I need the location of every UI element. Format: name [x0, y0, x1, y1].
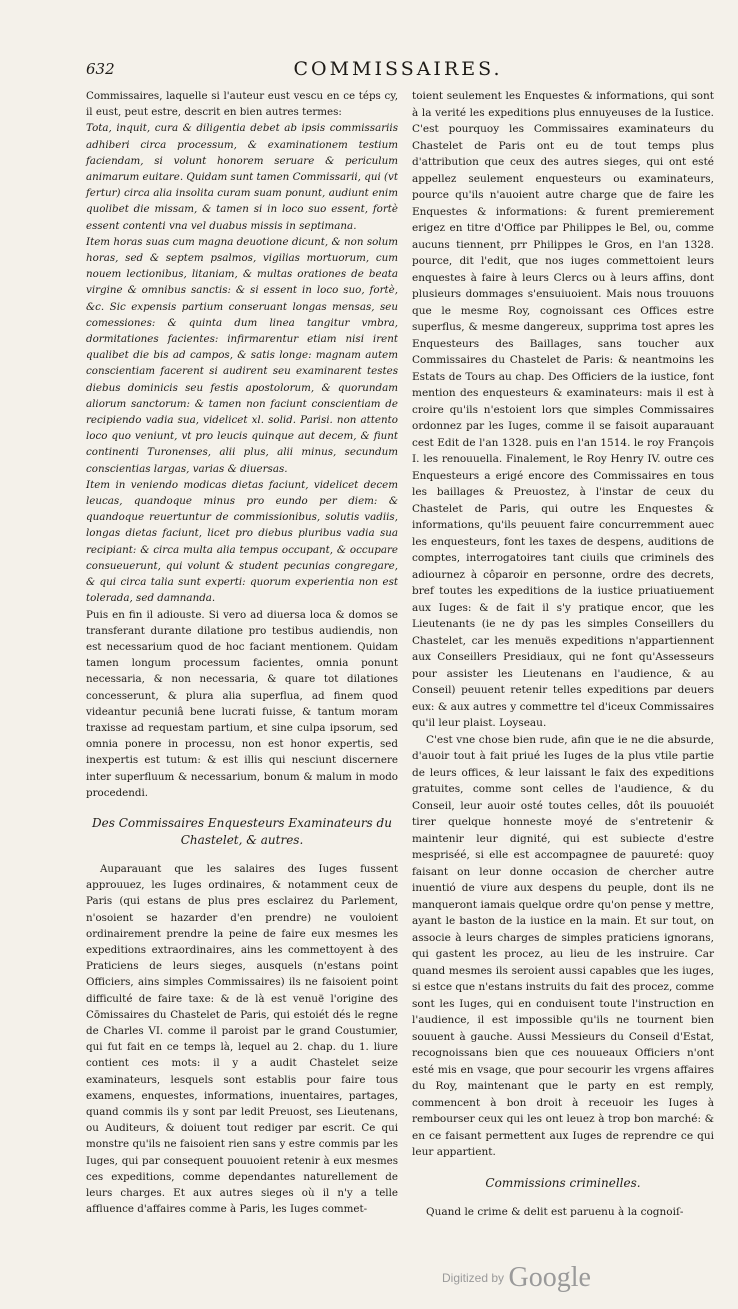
left-column-paragraph: Auparauant que les salaires des Iuges fussent approuuez, les Iuges ordinaires, & notamment ceux de Paris (qui estans de plus pres esclairez du Parlement, n'osoient se hazarder d'en prendre) ne vouloient ordinairement prendre la peine de faire eux mesmes les expeditions extraordinaires, ains les commettoyent à des Praticiens de leurs sieges, ausquels (n'estans point Officiers, ains simples Commissaires) ils ne faisoient point difficulté de faire taxe: & de là est venuë l'origine des Cōmissaires du Chastelet de Paris, qui estoiét dés le regne de Charles VI. comme il paroist par le grand Coustumier, qui fut fait en ce temps là, lequel au 2. chap. du 1. liure contient ces mots: il y a audit Chastelet seize examinateurs, lesquels sont establis pour faire tous examens, enquestes, informations, inuentaires, partages, quand commis ils y sont par ledit Preuost, ses Lieutenans, ou Auditeurs, & doiuent tout rediger par escrit. Ce qui monstre qu'ils ne faisoient rien sans y estre commis par les Iuges, qui par consequent pouuoient retenir à eux mesmes ces expeditions, comme dependantes naturellement de leurs charges. Et aux autres sieges où il n'y a telle affluence d'affaires comme à Paris, les Iuges commet- — [86, 862, 398, 1216]
right-column-paragraph: toient seulement les Enquestes & informations, qui sont à la verité les expeditions plus ennuyeuses de la Iustice. C'est pourquoy les Commissaires examinateurs du Chastelet de Paris ont eu de tout temps plus d'attribution que ceux des autres sieges, qui ont esté appellez seulement enquesteurs ou examinateurs, pource qu'ils n'auoient autre charge que de faire les Enquestes & informations: & furent premierement erigez en titre d'Office par Philippes le Bel, ou, comme aucuns tiennent, prr Philippes le Gros, en l'an 1328. pource, dit l'edit, que nos iuges commettoient leurs enquestes à faire à leurs Clercs ou à leurs affins, dont plusieurs dommages s'ensuiuoient. Mais nous trouuons que le mesme Roy, cognoissant ces Offices estre superflus, & mesme dangereux, supprima tost apres les Enquesteurs des Baillages, sans toucher aux Commissaires du Chastelet de Paris: & neantmoins les Estats de Tours au chap. Des Officiers de la iustice, font mention des enquesteurs & examinateurs: mais il est à croire qu'ils n'estoient lors que simples Commissaires ordonnez par les Iuges, comme il se faisoit auparauant cest Edit de l'an 1328. puis en l'an 1514. le roy François I. les renouuella. Finalement, le Roy Henry IV. outre ces Enquesteurs a erigé encore des Commissaires en tous les baillages & Preuostez, à l'instar de ceux du Chastelet de Paris, qui outre les Enquestes & informations, qu'ils peuuent faire concurremment auec les enquesteurs, font les taxes de despens, auditions de comptes, interrogatoires tant ciuils que criminels des adiournez à côparoir en personne, ordre des decrets, bref toutes les expeditions de la iustice priuatiuement aux Iuges: & de fait il s'y pratique encor, que les Lieutenants (ie ne dy pas les simples Conseillers du Chastelet, car les menuës expeditions n'appartiennent aux Conseillers Presidiaux, qui ne font qu'Assesseurs pour assister les Lieutenans en l'audience, & au Conseil) peuuent retenir telles expeditions par deuers eux: & aux autres y commettre tel d'iceux Commissaires qu'il leur plaist. Loyseau. — [412, 90, 714, 729]
left-column — [86, 88, 398, 1217]
digitized-watermark — [442, 1262, 591, 1294]
watermark-prefix: Digitized by — [442, 1271, 505, 1285]
right-column — [412, 88, 714, 1220]
right-column-heading: Commissions criminelles. — [485, 1175, 641, 1190]
right-column-paragraph: Quand le crime & delit est paruenu à la cognoiſ- — [426, 1205, 684, 1218]
google-logo: Google — [508, 1262, 591, 1293]
left-column-paragraph: Item in veniendo modicas dietas faciunt, videlicet decem leucas, quandoque minus pro eundo per diem: & quandoque reuertuntur de commissionibus, solutis vadiis, longas dietas faciunt, licet pro diebus pluribus vadia sua recipiant: & circa multa alia tempus occupant, & occupare consueuerunt, qui volunt & student pecunias congregare, & qui circa talia sunt experti: quorum experientia non est tolerada, sed damnanda. — [86, 478, 398, 605]
running-title: COMMISSAIRES. — [293, 58, 503, 80]
left-column-paragraph: Item horas suas cum magna deuotione dicunt, & non solum horas, sed & septem psalmos, vigilias mortuorum, cum nouem lectionibus, litaniam, & multas orationes de beata virgine & omnibus sanctis: & si essent in loco suo, fortè, &c. Sic expensis partium conseruant longas mensas, seu comessiones: & quinta dum linea tangitur vmbra, dormitationes facientes: infirmarentur etiam nisi irent qualibet die bis ad campos, & satis longe: magnam autem conscientiam facerent si audirent seu examinarent testes diebus dominicis seu festis apostolorum, & quorundam aliorum sanctorum: & tamen non faciunt conscientiam de recipiendo vadia sua, videlicet xl. solid. Parisi. non attento loco quo veniunt, vt pro leucis quinque aut decem, & fiunt continenti Turonenses, alii plus, alii minus, secundum conscientias largas, varias & diuersas. — [86, 235, 398, 475]
right-column-paragraph: C'est vne chose bien rude, afin que ie ne die absurde, d'auoir tout à fait priué les Iuges de la plus vtile partie de leurs offices, & leur laissant le faix des expeditions gratuites, comme sont celles de l'audience, & du Conseil, leur auoir osté toutes celles, dôt ils pouuoiét tirer quelque honneste moyé de s'entretenir & maintenir leur dignité, qui est subiecte d'estre mespriséé, si elle est accompagnee de pauureté: quoy faisant on leur donne occasion de chercher autre inuentió de viure aux despens du peuple, dont ils ne manqueront iamais quelque ordre qu'on pense y mettre, ayant le baston de la iustice en la main. Et sur tout, on associe à leurs charges de simples praticiens ignorans, qui gastent les procez, au lieu de les instruire. Car quand mesmes ils seroient aussi capables que les iuges, si estce que n'estans instruits du fait des procez, comme sont les Iuges, qui en conduisent toute l'instruction en l'audience, il est impossible qu'ils ne tournent bien souuent à gauche. Aussi Messieurs du Conseil d'Estat, recognoissans bien que ces nouueaux Officiers n'ont esté mis en vsage, que pour secourir les vrgens affaires du Roy, maintenant que le party en est remply, commencent à bon droit à receuoir les Iuges à rembourser ceux qui les ont leuez à trop bon marché: & en ce faisant permettent aux Iuges de reprendre ce qui leur appartient. — [412, 733, 714, 1158]
page-number: 632 — [86, 60, 115, 78]
left-column-paragraph: Tota, inquit, cura & diligentia debet ab ipsis commissariis adhiberi circa processum, & examinationem testium faciendam, si volunt honorem seruare & periculum animarum euitare. Quidam sunt tamen Commissarii, qui (vt fertur) circa alia insolita curam suam ponunt, audiunt enim quolibet die missam, & tamen si in loco suo essent, fortè essent contenti vna vel duabus missis in septimana. — [86, 122, 398, 232]
left-column-heading: Des Commissaires Enquesteurs Examinateurs du Chastelet, & autres. — [92, 815, 392, 847]
page-header — [78, 58, 718, 84]
left-column-paragraph: Puis en fin il adiouste. Si vero ad diuersa loca & domos se transferant durante dilatione pro testibus audiendis, non est necessarium quod de hoc faciant mentionem. Quidam tamen longum processum facientes, omnia ponunt necessaria, & non necessaria, & quare tot dilationes concesserunt, & plura alia superflua, ad finem quod videantur pecuniâ bene lucrati fuisse, & tantum moram traxisse ad requestam partium, et sine culpa ipsorum, sed omnia ponere in processu, non est honor expertis, sed inexpertis est tutum: & est illis qui nesciunt discernere inter superfluum & necessarium, bonum & malum in modo procedendi. — [86, 608, 398, 799]
left-column-paragraph: Commissaires, laquelle si l'auteur eust vescu en ce téps cy, il eust, peut estre, descrit en bien autres termes: — [86, 90, 398, 119]
